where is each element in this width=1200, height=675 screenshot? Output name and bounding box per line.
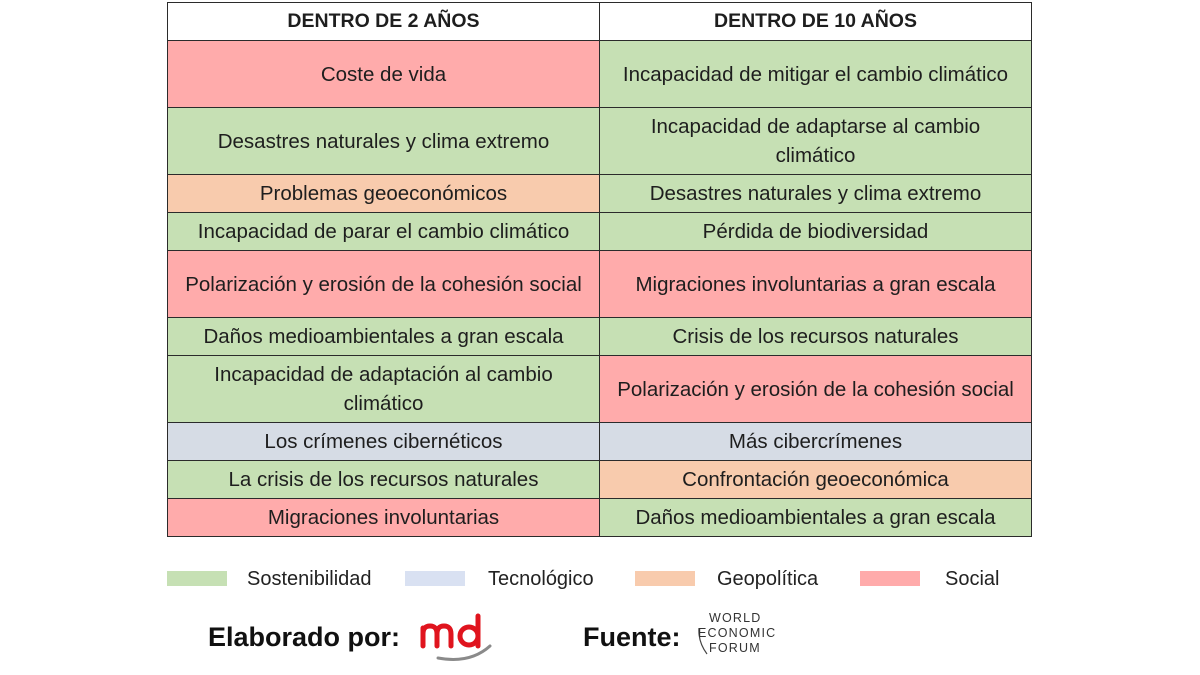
table-row — [168, 175, 1032, 213]
risk-cell: Polarización y erosión de la cohesión social — [600, 356, 1032, 423]
risk-cell: Daños medioambientales a gran escala — [600, 499, 1032, 537]
risk-cell: Desastres naturales y clima extremo — [168, 108, 600, 175]
legend-label-geopolitica: Geopolítica — [717, 568, 819, 590]
risk-cell: Crisis de los recursos naturales — [600, 318, 1032, 356]
header-10-years: DENTRO DE 10 AÑOS — [600, 3, 1032, 41]
risk-cell: Los crímenes cibernéticos — [168, 423, 600, 461]
wef-logo-line: WORLD — [709, 611, 762, 625]
legend-swatch-social — [860, 571, 920, 586]
risk-cell: Incapacidad de adaptación al cambio climático — [168, 356, 600, 423]
legend-label-sostenibilidad: Sostenibilidad — [247, 568, 372, 590]
wef-logo — [695, 610, 795, 660]
risk-cell: Problemas geoeconómicos — [168, 175, 600, 213]
risk-cell: Incapacidad de mitigar el cambio climático — [600, 41, 1032, 108]
risk-cell: Pérdida de biodiversidad — [600, 213, 1032, 251]
table-row — [168, 213, 1032, 251]
made-by-label: Elaborado por: — [208, 622, 401, 652]
legend-label-social: Social — [945, 568, 1000, 590]
category-legend — [167, 567, 1037, 591]
table-row — [168, 41, 1032, 108]
table-row — [168, 318, 1032, 356]
legend-label-tecnologico: Tecnológico — [488, 568, 594, 590]
risk-cell: Coste de vida — [168, 41, 600, 108]
source-label: Fuente: — [583, 622, 681, 652]
risk-cell: Más cibercrímenes — [600, 423, 1032, 461]
risk-cell: Desastres naturales y clima extremo — [600, 175, 1032, 213]
risk-cell: Incapacidad de adaptarse al cambio climático — [600, 108, 1032, 175]
risk-cell: La crisis de los recursos naturales — [168, 461, 600, 499]
table-header-row — [168, 3, 1032, 41]
table-row — [168, 108, 1032, 175]
table-row — [168, 499, 1032, 537]
risk-table — [167, 2, 1032, 537]
risk-cell: Polarización y erosión de la cohesión social — [168, 251, 600, 318]
table-row — [168, 356, 1032, 423]
risk-cell: Incapacidad de parar el cambio climático — [168, 213, 600, 251]
header-2-years: DENTRO DE 2 AÑOS — [168, 3, 600, 41]
risk-cell: Migraciones involuntarias a gran escala — [600, 251, 1032, 318]
table-row — [168, 251, 1032, 318]
table-row — [168, 423, 1032, 461]
legend-swatch-sostenibilidad — [167, 571, 227, 586]
md-logo-icon — [418, 612, 496, 664]
wef-logo-line: ECONOMIC — [698, 626, 777, 640]
risk-cell: Confrontación geoeconómica — [600, 461, 1032, 499]
legend-swatch-geopolitica — [635, 571, 695, 586]
risk-cell: Daños medioambientales a gran escala — [168, 318, 600, 356]
legend-swatch-tecnologico — [405, 571, 465, 586]
table-row — [168, 461, 1032, 499]
wef-logo-line: FORUM — [709, 641, 761, 655]
risk-cell: Migraciones involuntarias — [168, 499, 600, 537]
